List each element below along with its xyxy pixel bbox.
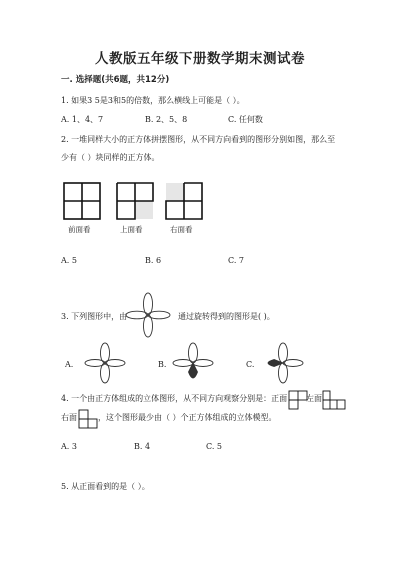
section-heading: 一. 选择题(共6题，共12分) xyxy=(61,75,170,85)
q2-stem-line1: 2. 一堆同样大小的正方体拼摆图形，从不同方向看到的图形分别如图，那么至 xyxy=(61,135,336,144)
q3-option-c[interactable]: C. xyxy=(246,360,255,369)
q3-option-c-figure xyxy=(262,342,304,384)
q1-stem: 1. 如果3 5是3和5的倍数，那么横线上可能是（ ）。 xyxy=(61,96,245,105)
q3-stem-suffix: 通过旋转得到的图形是( )。 xyxy=(178,312,275,321)
page-title: 人教版五年级下册数学期末测试卷 xyxy=(95,51,305,67)
q4-option-b[interactable]: B. 4 xyxy=(134,442,151,451)
q1-option-b[interactable]: B. 2、5、8 xyxy=(145,115,188,124)
q4-option-a[interactable]: A. 3 xyxy=(61,442,77,451)
q4-right-label: 右面 xyxy=(61,413,77,422)
q2-option-b[interactable]: B. 6 xyxy=(145,256,162,265)
q4-stem-line2: ，这个图形最少由（ ）个正方体组成的立体模型。 xyxy=(98,413,277,422)
q2-option-a[interactable]: A. 5 xyxy=(61,256,77,265)
q2-stem-line2: 少有（ ）块同样的正方体。 xyxy=(61,153,160,162)
q4-left-view-figure xyxy=(322,390,346,410)
q4-front-view-figure xyxy=(288,390,308,410)
view-label-top: 上面看 xyxy=(120,225,143,234)
q4-stem-line1: 4. 一个由正方体组成的立体图形，从不同方向观察分别是：正面 xyxy=(61,394,288,403)
front-view-figure xyxy=(63,182,101,220)
q4-option-c[interactable]: C. 5 xyxy=(206,442,223,451)
q3-option-b[interactable]: B. xyxy=(158,360,167,369)
q1-option-a[interactable]: A. 1、4、7 xyxy=(61,115,104,124)
top-view-figure xyxy=(116,182,154,220)
q2-option-c[interactable]: C. 7 xyxy=(228,256,245,265)
view-label-right: 右面看 xyxy=(170,225,193,234)
q1-option-c[interactable]: C. 任何数 xyxy=(228,115,263,124)
q3-option-a-figure xyxy=(84,342,126,384)
right-view-figure xyxy=(165,182,203,220)
q4-left-label: 左面 xyxy=(306,394,322,403)
view-label-front: 前面看 xyxy=(68,225,91,234)
q4-right-view-figure xyxy=(78,409,98,429)
q3-option-b-figure xyxy=(172,342,214,384)
q5-stem: 5. 从正面看到的是（ ）。 xyxy=(61,482,150,491)
q3-option-a[interactable]: A. xyxy=(65,360,74,369)
petal-figure-original xyxy=(128,292,168,338)
q3-stem-prefix: 3. 下列图形中，由 xyxy=(61,312,128,321)
